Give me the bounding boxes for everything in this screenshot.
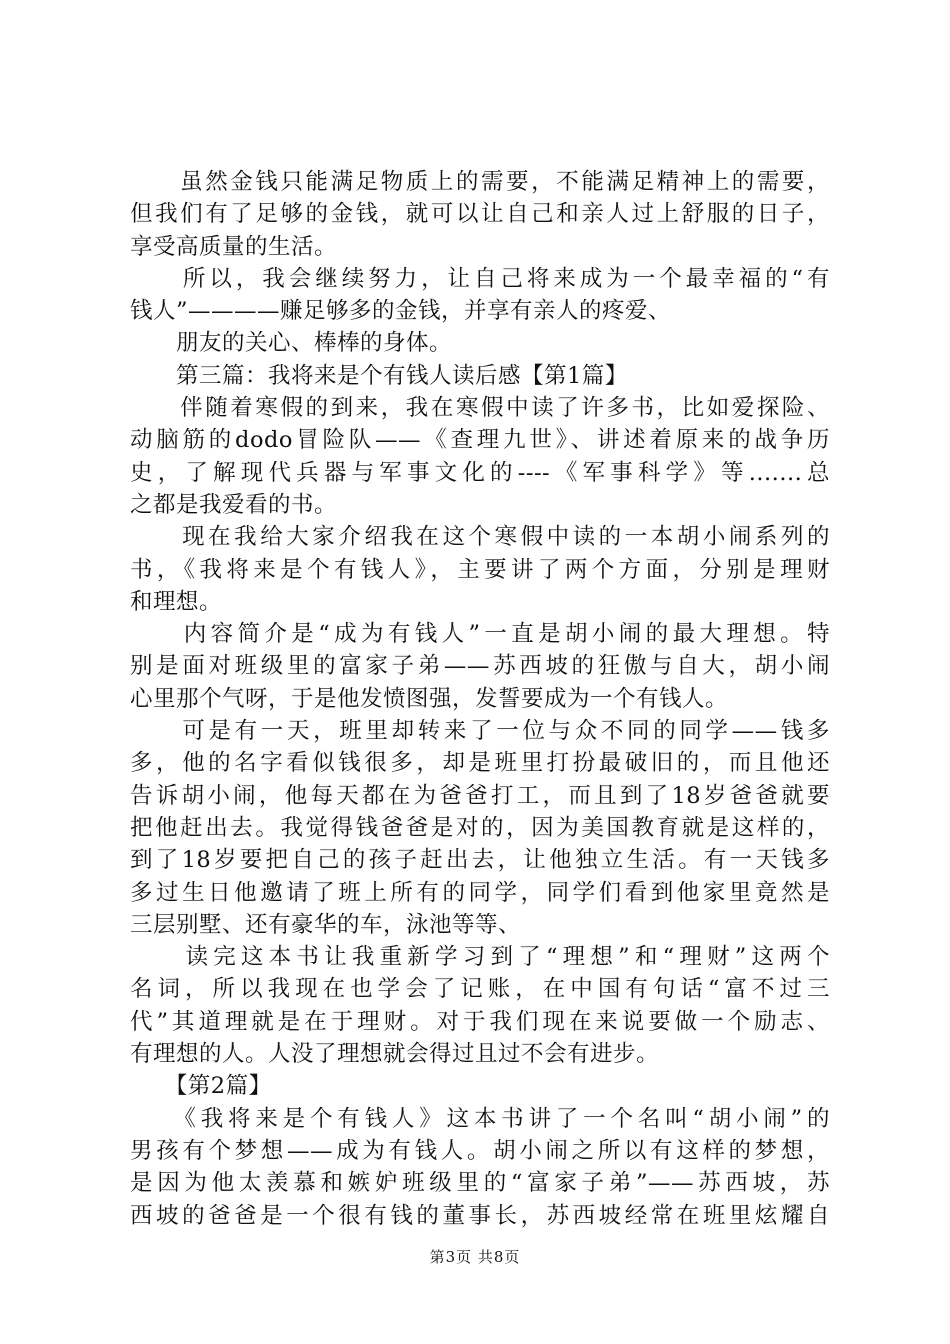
text-line: 《我将来是个有钱人》这本书讲了一个名叫“胡小闹”的 bbox=[130, 1105, 830, 1132]
text-line: 享受高质量的生活。 bbox=[130, 233, 338, 260]
text-line: 到了18岁要把自己的孩子赶出去，让他独立生活。有一天钱多 bbox=[130, 847, 830, 874]
text-line: 别是面对班级里的富家子弟——苏西坡的狂傲与自大，胡小闹 bbox=[130, 653, 830, 680]
text-line: 心里那个气呀，于是他发愤图强，发誓要成为一个有钱人。 bbox=[130, 685, 729, 712]
text-line: 多过生日他邀请了班上所有的同学，同学们看到他家里竟然是 bbox=[130, 879, 830, 906]
text-line: 名词，所以我现在也学会了记账，在中国有句话“富不过三 bbox=[130, 976, 830, 1003]
text-line: 但我们有了足够的金钱，就可以让自己和亲人过上舒服的日子， bbox=[130, 201, 830, 228]
text-line: 朋友的关心、棒棒的身体。 bbox=[130, 330, 453, 357]
text-line: 读完这本书让我重新学习到了“理想”和“理财”这两个 bbox=[130, 944, 830, 971]
text-line: 第三篇：我将来是个有钱人读后感【第1篇】 bbox=[130, 362, 628, 389]
text-line: 西坡的爸爸是一个很有钱的董事长，苏西坡经常在班里炫耀自 bbox=[130, 1202, 830, 1229]
text-line: 【第2篇】 bbox=[130, 1073, 272, 1100]
text-line: 三层别墅、还有豪华的车，泳池等等、 bbox=[130, 911, 522, 938]
text-line: 把他赶出去。我觉得钱爸爸是对的，因为美国教育就是这样的， bbox=[130, 814, 830, 841]
text-line: 伴随着寒假的到来，我在寒假中读了许多书，比如爱探险、 bbox=[130, 395, 830, 422]
text-line: 和理想。 bbox=[130, 588, 223, 615]
text-line: 男孩有个梦想——成为有钱人。胡小闹之所以有这样的梦想， bbox=[130, 1137, 830, 1164]
page-footer: 第3页 共8页 bbox=[429, 1248, 521, 1266]
text-line: 史，了解现代兵器与军事文化的----《军事科学》等.......总 bbox=[130, 459, 830, 486]
text-line: 虽然金钱只能满足物质上的需要，不能满足精神上的需要， bbox=[130, 169, 830, 195]
text-line: 告诉胡小闹，他每天都在为爸爸打工，而且到了18岁爸爸就要 bbox=[130, 782, 830, 809]
text-line: 有理想的人。人没了理想就会得过且过不会有进步。 bbox=[130, 1041, 660, 1068]
text-line: 钱人”————赚足够多的金钱，并享有亲人的疼爱、 bbox=[130, 298, 672, 325]
text-line: 可是有一天，班里却转来了一位与众不同的同学——钱多 bbox=[130, 718, 830, 745]
text-line: 之都是我爱看的书。 bbox=[130, 491, 338, 518]
text-line: 多，他的名字看似钱很多，却是班里打扮最破旧的，而且他还 bbox=[130, 750, 830, 777]
text-line: 所以，我会继续努力，让自己将来成为一个最幸福的“有 bbox=[130, 265, 830, 292]
text-line: 动脑筋的dodo冒险队——《查理九世》、讲述着原来的战争历 bbox=[130, 427, 830, 454]
text-line: 书，《我将来是个有钱人》，主要讲了两个方面，分别是理财 bbox=[130, 556, 830, 583]
text-line: 是因为他太羡慕和嫉妒班级里的“富家子弟”——苏西坡，苏 bbox=[130, 1170, 830, 1197]
document-body bbox=[130, 166, 830, 1232]
text-line: 代”其道理就是在于理财。对于我们现在来说要做一个励志、 bbox=[130, 1008, 830, 1035]
text-line: 内容简介是“成为有钱人”一直是胡小闹的最大理想。特 bbox=[130, 621, 830, 648]
text-line: 现在我给大家介绍我在这个寒假中读的一本胡小闹系列的 bbox=[130, 524, 830, 551]
